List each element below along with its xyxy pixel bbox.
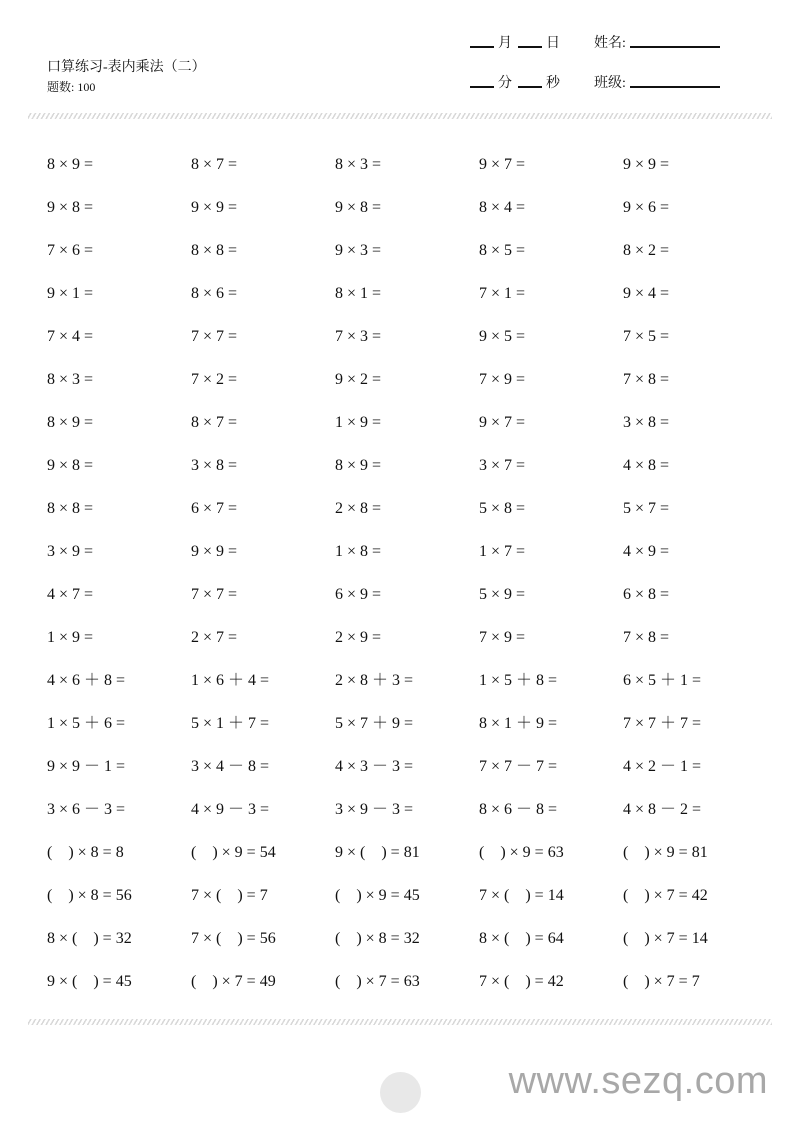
problem-item: 9 × 2 = — [335, 371, 382, 388]
problem-item: 9 × 7 = — [479, 414, 526, 431]
problem-item: 7 × 6 = — [47, 242, 94, 259]
problem-row — [47, 583, 767, 626]
problem-item: 7 × 8 = — [623, 371, 670, 388]
problem-item: 3 × 8 = — [191, 457, 238, 474]
problem-item: 4 × 8 － 2 = — [623, 801, 702, 818]
date-fields — [470, 32, 560, 52]
problem-item: 8 × 4 = — [479, 199, 526, 216]
problem-item: 4 × 3 － 3 = — [335, 758, 414, 775]
name-field — [594, 32, 724, 52]
problem-item: 7 × ( ) = 42 — [479, 973, 564, 990]
problem-item: 7 × 5 = — [623, 328, 670, 345]
problem-row — [47, 798, 767, 841]
problem-item: 3 × 9 － 3 = — [335, 801, 414, 818]
problem-item: 8 × ( ) = 64 — [479, 930, 564, 947]
problem-item: 7 × 8 = — [623, 629, 670, 646]
problem-item: ( ) × 8 = 8 — [47, 844, 124, 861]
name-blank[interactable] — [630, 45, 720, 48]
problem-item: 8 × 8 = — [191, 242, 238, 259]
problem-item: 9 × 8 = — [335, 199, 382, 216]
problem-item: 3 × 7 = — [479, 457, 526, 474]
class-field — [594, 72, 724, 92]
problem-item: 9 × 3 = — [335, 242, 382, 259]
problem-row — [47, 282, 767, 325]
problem-item: ( ) × 7 = 7 — [623, 973, 700, 990]
problem-row — [47, 368, 767, 411]
problem-item: 4 × 9 = — [623, 543, 670, 560]
problem-item: 9 × 9 = — [623, 156, 670, 173]
problem-item: 9 × 8 = — [47, 199, 94, 216]
problem-item: 6 × 8 = — [623, 586, 670, 603]
problem-item: 1 × 8 = — [335, 543, 382, 560]
day-blank[interactable] — [518, 45, 542, 48]
problem-item: 9 × 5 = — [479, 328, 526, 345]
top-divider — [28, 113, 772, 119]
problem-grid — [47, 153, 767, 1013]
problem-item: 8 × 7 = — [191, 414, 238, 431]
problem-item: 6 × 5 ＋ 1 = — [623, 672, 702, 689]
problem-item: 1 × 9 = — [47, 629, 94, 646]
problem-item: 8 × 9 = — [47, 414, 94, 431]
problem-item: 5 × 7 ＋ 9 = — [335, 715, 414, 732]
problem-item: 1 × 5 ＋ 8 = — [479, 672, 558, 689]
problem-item: 2 × 8 ＋ 3 = — [335, 672, 414, 689]
problem-row — [47, 153, 767, 196]
problem-item: 9 × 7 = — [479, 156, 526, 173]
problem-item: 4 × 6 ＋ 8 = — [47, 672, 126, 689]
problem-item: 7 × 7 = — [191, 586, 238, 603]
problem-item: 7 × 2 = — [191, 371, 238, 388]
problem-row — [47, 755, 767, 798]
problem-item: 8 × 8 = — [47, 500, 94, 517]
bottom-divider — [28, 1019, 772, 1025]
problem-row — [47, 540, 767, 583]
problem-item: 8 × 6 － 8 = — [479, 801, 558, 818]
time-fields — [470, 72, 560, 92]
problem-item: 8 × 2 = — [623, 242, 670, 259]
class-blank[interactable] — [630, 85, 720, 88]
problem-item: ( ) × 7 = 14 — [623, 930, 708, 947]
problem-item: 1 × 6 ＋ 4 = — [191, 672, 270, 689]
problem-row — [47, 841, 767, 884]
problem-row — [47, 669, 767, 712]
page-circle-mark — [380, 1072, 421, 1113]
problem-count: 题数: 100 — [47, 80, 96, 94]
problem-item: 6 × 9 = — [335, 586, 382, 603]
problem-item: 7 × 7 － 7 = — [479, 758, 558, 775]
problem-item: 4 × 7 = — [47, 586, 94, 603]
problem-item: 3 × 9 = — [47, 543, 94, 560]
problem-item: 7 × ( ) = 7 — [191, 887, 268, 904]
day-label: 日 — [546, 36, 560, 51]
problem-row — [47, 454, 767, 497]
problem-item: 7 × 3 = — [335, 328, 382, 345]
problem-item: 7 × ( ) = 56 — [191, 930, 276, 947]
problem-item: 9 × 1 = — [47, 285, 94, 302]
watermark: www.sezq.com — [508, 1060, 768, 1102]
problem-item: ( ) × 7 = 63 — [335, 973, 420, 990]
problem-item: 8 × 9 = — [47, 156, 94, 173]
problem-row — [47, 884, 767, 927]
problem-item: 7 × 7 ＋ 7 = — [623, 715, 702, 732]
problem-item: 7 × 7 = — [191, 328, 238, 345]
problem-item: 8 × 1 = — [335, 285, 382, 302]
problem-item: 8 × 3 = — [335, 156, 382, 173]
problem-item: 4 × 2 － 1 = — [623, 758, 702, 775]
problem-item: 9 × 9 = — [191, 199, 238, 216]
problem-item: 7 × 9 = — [479, 629, 526, 646]
problem-item: 8 × 9 = — [335, 457, 382, 474]
problem-row — [47, 497, 767, 540]
second-blank[interactable] — [518, 85, 542, 88]
problem-item: 8 × 6 = — [191, 285, 238, 302]
problem-item: 3 × 8 = — [623, 414, 670, 431]
problem-item: 8 × 5 = — [479, 242, 526, 259]
problem-item: 8 × ( ) = 32 — [47, 930, 132, 947]
problem-item: ( ) × 8 = 56 — [47, 887, 132, 904]
problem-item: ( ) × 9 = 45 — [335, 887, 420, 904]
problem-item: 1 × 5 ＋ 6 = — [47, 715, 126, 732]
problem-item: 3 × 6 － 3 = — [47, 801, 126, 818]
problem-item: 5 × 9 = — [479, 586, 526, 603]
problem-item: 5 × 1 ＋ 7 = — [191, 715, 270, 732]
problem-item: 7 × ( ) = 14 — [479, 887, 564, 904]
problem-row — [47, 196, 767, 239]
problem-item: 2 × 9 = — [335, 629, 382, 646]
problem-item: 5 × 7 = — [623, 500, 670, 517]
problem-item: 4 × 9 － 3 = — [191, 801, 270, 818]
minute-label: 分 — [498, 76, 512, 91]
problem-item: 9 × 4 = — [623, 285, 670, 302]
problem-item: 9 × 8 = — [47, 457, 94, 474]
problem-row — [47, 712, 767, 755]
problem-item: 7 × 9 = — [479, 371, 526, 388]
problem-row — [47, 927, 767, 970]
worksheet-title: 口算练习-表内乘法（二） — [47, 60, 206, 75]
problem-row — [47, 239, 767, 282]
problem-item: 9 × ( ) = 81 — [335, 844, 420, 861]
problem-item: 4 × 8 = — [623, 457, 670, 474]
problem-item: 6 × 7 = — [191, 500, 238, 517]
problem-item: 1 × 9 = — [335, 414, 382, 431]
problem-item: ( ) × 8 = 32 — [335, 930, 420, 947]
problem-item: 2 × 8 = — [335, 500, 382, 517]
problem-item: 9 × 9 － 1 = — [47, 758, 126, 775]
month-blank[interactable] — [470, 45, 494, 48]
problem-item: ( ) × 7 = 49 — [191, 973, 276, 990]
problem-item: ( ) × 9 = 54 — [191, 844, 276, 861]
problem-item: 9 × ( ) = 45 — [47, 973, 132, 990]
problem-item: 9 × 6 = — [623, 199, 670, 216]
problem-item: 5 × 8 = — [479, 500, 526, 517]
problem-item: 2 × 7 = — [191, 629, 238, 646]
problem-item: 7 × 4 = — [47, 328, 94, 345]
problem-item: 1 × 7 = — [479, 543, 526, 560]
problem-row — [47, 626, 767, 669]
problem-item: 7 × 1 = — [479, 285, 526, 302]
month-label: 月 — [498, 36, 512, 51]
problem-row — [47, 411, 767, 454]
problem-item: 9 × 9 = — [191, 543, 238, 560]
minute-blank[interactable] — [470, 85, 494, 88]
name-label: 姓名: — [594, 36, 626, 51]
problem-item: ( ) × 9 = 63 — [479, 844, 564, 861]
class-label: 班级: — [594, 76, 626, 91]
second-label: 秒 — [546, 76, 560, 91]
problem-item: 3 × 4 － 8 = — [191, 758, 270, 775]
problem-item: ( ) × 7 = 42 — [623, 887, 708, 904]
problem-item: 8 × 1 ＋ 9 = — [479, 715, 558, 732]
problem-item: ( ) × 9 = 81 — [623, 844, 708, 861]
problem-row — [47, 325, 767, 368]
problem-item: 8 × 3 = — [47, 371, 94, 388]
problem-row — [47, 970, 767, 1013]
problem-item: 8 × 7 = — [191, 156, 238, 173]
